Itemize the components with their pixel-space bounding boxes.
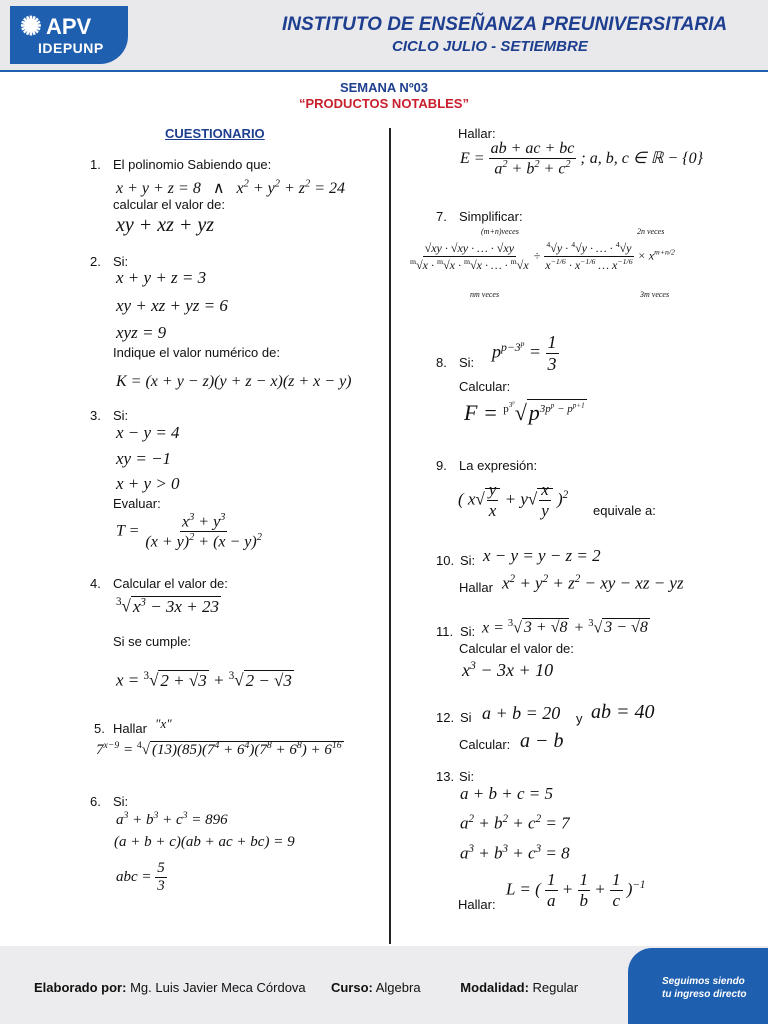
q12-and: y (576, 711, 583, 726)
cuestionario-heading: CUESTIONARIO (165, 126, 265, 141)
q13-eq1: a + b + c = 5 (460, 784, 553, 803)
q13-number: 13. (436, 769, 455, 784)
q6-ask: Hallar: (458, 126, 496, 141)
q7-over1: (m+n)veces (481, 227, 519, 236)
logo-apv-text: APV (46, 14, 92, 39)
q5-text: Hallar (113, 721, 147, 736)
q3-eq2: xy = −1 (116, 449, 172, 468)
q12-ask: Calcular: (459, 737, 511, 752)
q1-text: El polinomio Sabiendo que: (113, 157, 272, 172)
author-label: Elaborado por: (34, 980, 127, 995)
q8-text: Si: (459, 355, 475, 370)
q6-eq1: $a^3 + b^3 + c^3 = 896$ (116, 810, 228, 828)
q6-text: Si: (113, 794, 129, 809)
q1-formula: x + y + z = 8 ∧ $x^2 + y^2 + z^2 = 24$ (116, 178, 345, 197)
q7-over2: 2n veces (637, 227, 665, 236)
q7-text: Simplificar: (459, 209, 523, 224)
q13-eq3: $a^3 + b^3 + c^3 = 8$ (460, 843, 570, 863)
q4-text: Calcular el valor de: (113, 576, 228, 591)
q2-target: K = (x + y − z)(y + z − x)(z + x − y) (116, 373, 352, 390)
q3-number: 3. (90, 408, 101, 423)
q12-eq1: a + b = 20 (482, 703, 561, 723)
mode-name: Regular (532, 980, 579, 995)
page-header (0, 0, 768, 70)
q7-under2: 3m veces (640, 290, 670, 299)
q3-eq3: x + y > 0 (116, 474, 180, 493)
q11-condition: x = $^3$√ 3 + √8 + $^3$√ 3 − √8 (482, 618, 648, 637)
q13-eq2: $a^2 + b^2 + c^2 = 7$ (460, 813, 570, 833)
q2-eq1: x + y + z = 3 (116, 268, 207, 287)
q8-number: 8. (436, 355, 447, 370)
q1-ask: calcular el valor de: (113, 197, 225, 212)
q3-ask: Evaluar: (113, 496, 161, 511)
footer-credits (34, 980, 578, 995)
q4-cond: Si se cumple: (113, 634, 192, 649)
course-label: Curso: (330, 980, 373, 995)
q11-text: Si: (460, 624, 476, 639)
author-name: Mg. Luis Javier Meca Córdova (130, 980, 306, 995)
q12-text: Si (460, 710, 472, 725)
q8-target: $F = ^{p^{3^p}}√p^{3p^p - p^{p+1}}$ (464, 400, 585, 425)
q5-number: 5. (94, 721, 105, 736)
slogan-badge (628, 948, 768, 1024)
q13-ask: Hallar: (458, 897, 496, 912)
q11-number: 11. (436, 624, 454, 639)
q4-formula: $^3$√ $x^3 - 3x + 23$ (116, 596, 219, 616)
q10-ask: Hallar (459, 580, 493, 595)
mode-label: Modalidad: (460, 980, 529, 995)
q7-number: 7. (436, 209, 447, 224)
q6-target: E = $\frac{ab + ac + bc}{a^2 + b^2 + c^2}$ ; a, b, c ∈ ℝ − {0} (460, 140, 704, 178)
q3-text: Si: (113, 408, 129, 423)
q3-eq1: x − y = 4 (116, 423, 180, 442)
q2-number: 2. (90, 254, 101, 269)
q9-formula: ( x√ $\frac{y}{x}$ + y√ $\frac{x}{y}$ )$^2$ (458, 480, 569, 520)
course-name: Algebra (375, 980, 421, 995)
q12-number: 12. (436, 710, 455, 725)
q6-number: 6. (90, 794, 101, 809)
cycle-subtitle: CICLO JULIO - SETIEMBRE (392, 38, 588, 55)
q8-ask: Calcular: (459, 379, 511, 394)
q11-ask: Calcular el valor de: (459, 641, 574, 656)
week-label: SEMANA Nº03 (339, 80, 429, 95)
q9-text: La expresión: (459, 458, 538, 473)
q9-number: 9. (436, 458, 447, 473)
header-rule (0, 70, 768, 72)
logo-idepunp-text: IDEPUNP (38, 40, 104, 56)
q1-number: 1. (90, 157, 101, 172)
sunburst-icon: ✺ (20, 11, 42, 41)
q2-ask: Indique el valor numérico de: (113, 345, 280, 360)
topic-title: “PRODUCTOS NOTABLES” (299, 96, 469, 111)
q6-eq2: (a + b + c)(ab + ac + bc) = 9 (114, 834, 295, 850)
q12-eq2: ab = 40 (591, 701, 655, 723)
slogan-line1: Seguimos siendo (662, 976, 745, 987)
apv-logo (10, 6, 128, 64)
institute-title: INSTITUTO DE ENSEÑANZA PREUNIVERSITARIA (282, 14, 728, 35)
q3-target: T = $\frac{x^3 + y^3}{(x + y)^2 + (x - y)^2}$ (116, 512, 262, 551)
q13-text: Si: (459, 769, 475, 784)
slogan-line2: tu ingreso directo (662, 989, 747, 1000)
q10-number: 10. (436, 553, 455, 568)
q7-under1: nm veces (470, 290, 500, 299)
q11-target: $x^3 - 3x + 10$ (462, 659, 554, 680)
q2-eq3: xyz = 9 (116, 323, 167, 342)
q4-number: 4. (90, 576, 101, 591)
q10-condition: x − y = y − z = 2 (483, 546, 601, 565)
q5-var: "x" (155, 716, 172, 731)
q2-eq2: xy + xz + yz = 6 (116, 296, 228, 315)
q2-text: Si: (113, 254, 129, 269)
q1-target: xy + xz + yz (116, 214, 215, 236)
q4-condition: x = $^3$√ 2 + √3 + $^3$√ 2 − √3 (116, 670, 292, 690)
q13-target: L = ( $\frac{1}{a}$ + $\frac{1}{b}$ + $\frac{1}{c}$ )$^{-1}$ (506, 870, 646, 910)
q10-target: $x^2 + y^2 + z^2$ − xy − xz − yz (502, 573, 684, 593)
q12-target: a − b (520, 730, 564, 752)
q7-formula: $\frac{√xy \cdot √xy \cdot \dots \cdot √xy}{^m√x \cdot ^m√x \cdot ^m√x \cdot \dots \cdot ^m√x}$ ÷ $\frac{^4√y \cdot ^4√y \cdot \dots \cdot ^4√y}{x^{-1/6} \cdot x^{-1/6} \dots x^{-1/6}}$ × $x^{m+n/2}$ (410, 240, 675, 272)
q6-eq3: abc = $\frac{5}{3}$ (116, 860, 165, 894)
q8-condition: $p^{p-3^p}$ = $\frac{1}{3}$ (492, 332, 557, 374)
column-divider (389, 128, 391, 944)
q5-formula: $7^{x-9} = ^4√$ $(13)(85)(7^4 + 6^4)(7^8 + 6^8) + 6^{16}$ (96, 740, 342, 758)
q10-text: Si: (460, 553, 476, 568)
q9-tail: equivale a: (593, 503, 656, 518)
